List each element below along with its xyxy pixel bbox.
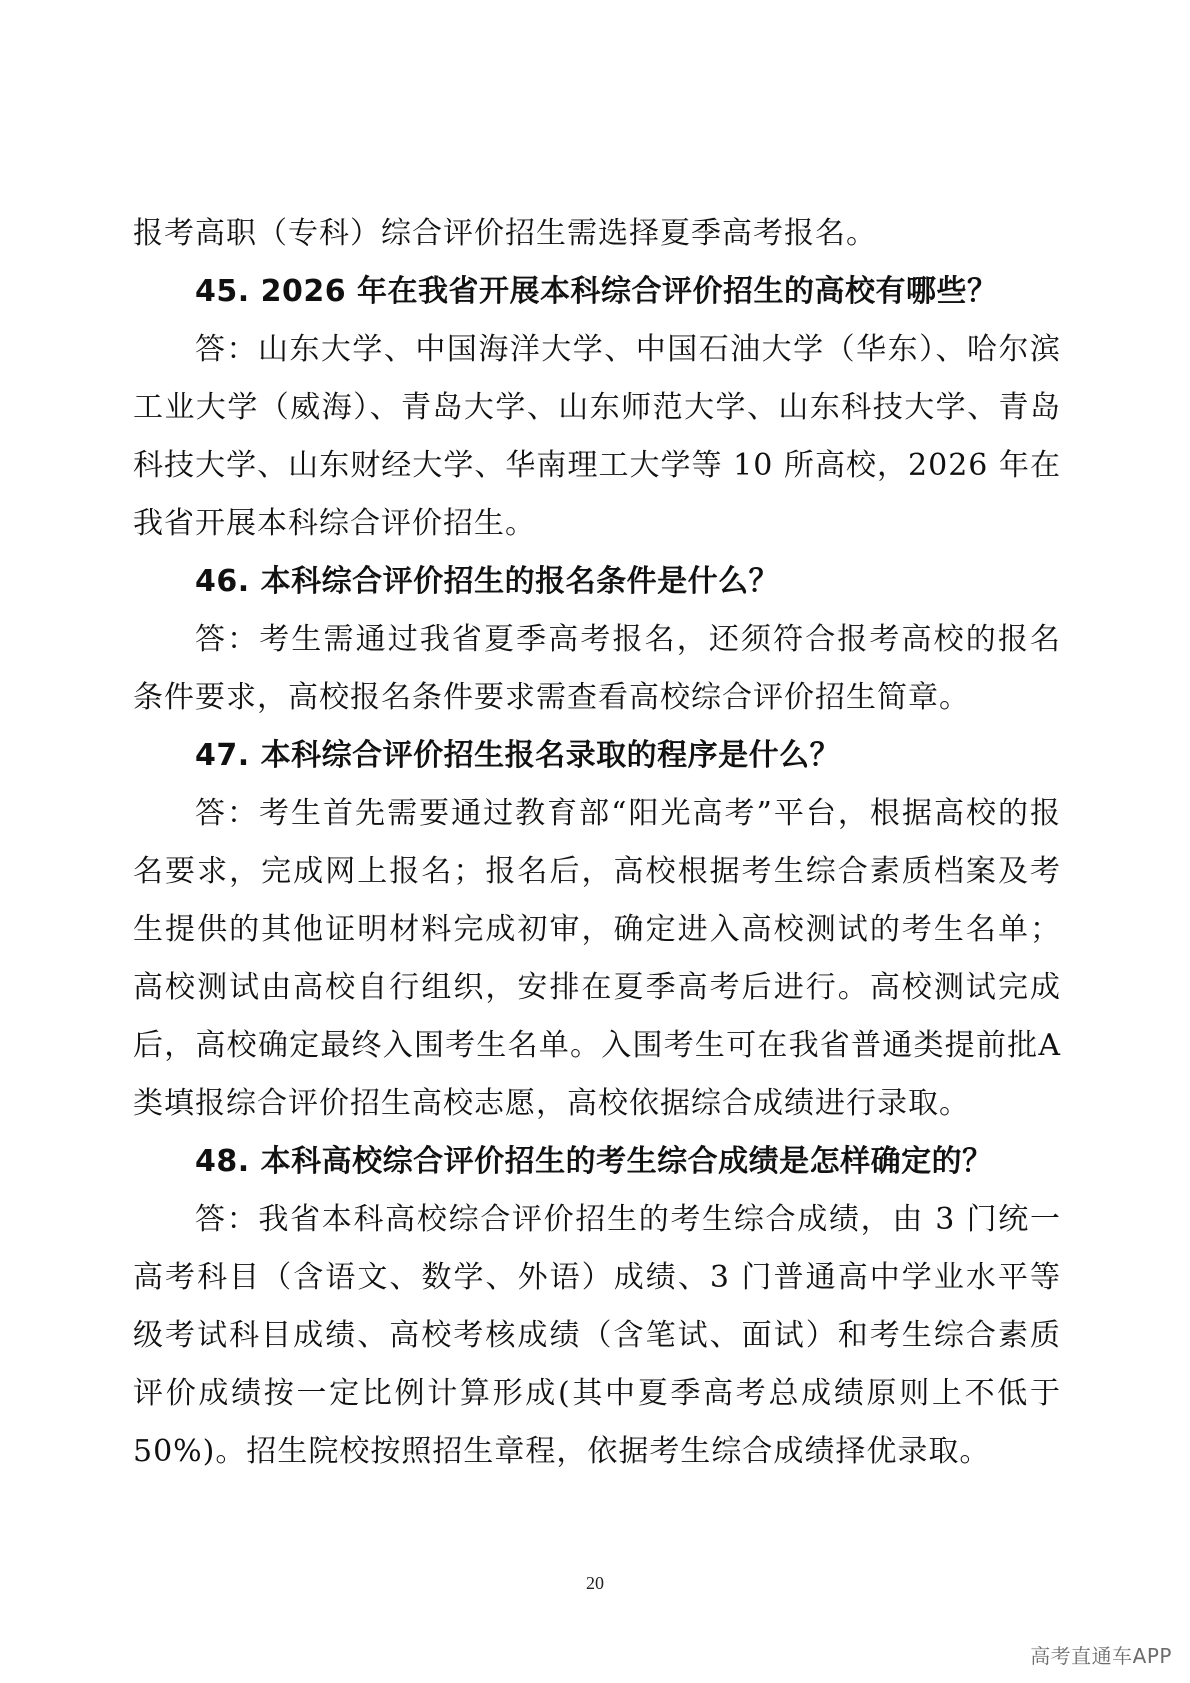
answer-48-paragraph: 答：我省本科高校综合评价招生的考生综合成绩，由 3 门统一高考科目（含语文、数学、外语）成绩、3 门普通高中学业水平等级考试科目成绩、高校考核成绩（含笔试、面试）和考生综合素质评价成绩按一定比例计算形成(其中夏季高考总成绩原则上不低于50%)。招生院校按照招生章程，依据考生综合成绩择优录取。 xyxy=(133,1202,1061,1469)
question-48-heading: 48. 本科高校综合评价招生的考生综合成绩是怎样确定的？ xyxy=(195,1144,993,1179)
question-45-heading: 45. 2026 年在我省开展本科综合评价招生的高校有哪些？ xyxy=(195,274,998,309)
question-47-heading: 47. 本科综合评价招生报名录取的程序是什么？ xyxy=(195,738,841,773)
paragraph-continuation: 报考高职（专科）综合评价招生需选择夏季高考报名。 xyxy=(133,216,877,251)
watermark-text: 高考直通车APP xyxy=(1030,1644,1172,1668)
answer-45-paragraph: 答：山东大学、中国海洋大学、中国石油大学（华东）、哈尔滨工业大学（威海）、青岛大学、山东师范大学、山东科技大学、青岛科技大学、山东财经大学、华南理工大学等 10 所高校，2026 年在我省开展本科综合评价招生。 xyxy=(133,332,1061,541)
answer-47-paragraph: 答：考生首先需要通过教育部“阳光高考”平台，根据高校的报名要求，完成网上报名；报名后，高校根据考生综合素质档案及考生提供的其他证明材料完成初审，确定进入高校测试的考生名单；高校测试由高校自行组织，安排在夏季高考后进行。高校测试完成后，高校确定最终入围考生名单。入围考生可在我省普通类提前批A 类填报综合评价招生高校志愿，高校依据综合成绩进行录取。 xyxy=(133,796,1061,1121)
answer-46-paragraph: 答：考生需通过我省夏季高考报名，还须符合报考高校的报名条件要求，高校报名条件要求需查看高校综合评价招生简章。 xyxy=(133,622,1061,715)
question-46-heading: 46. 本科综合评价招生的报名条件是什么？ xyxy=(195,564,780,599)
document-body xyxy=(133,205,1061,1481)
page-number: 20 xyxy=(586,1573,604,1593)
